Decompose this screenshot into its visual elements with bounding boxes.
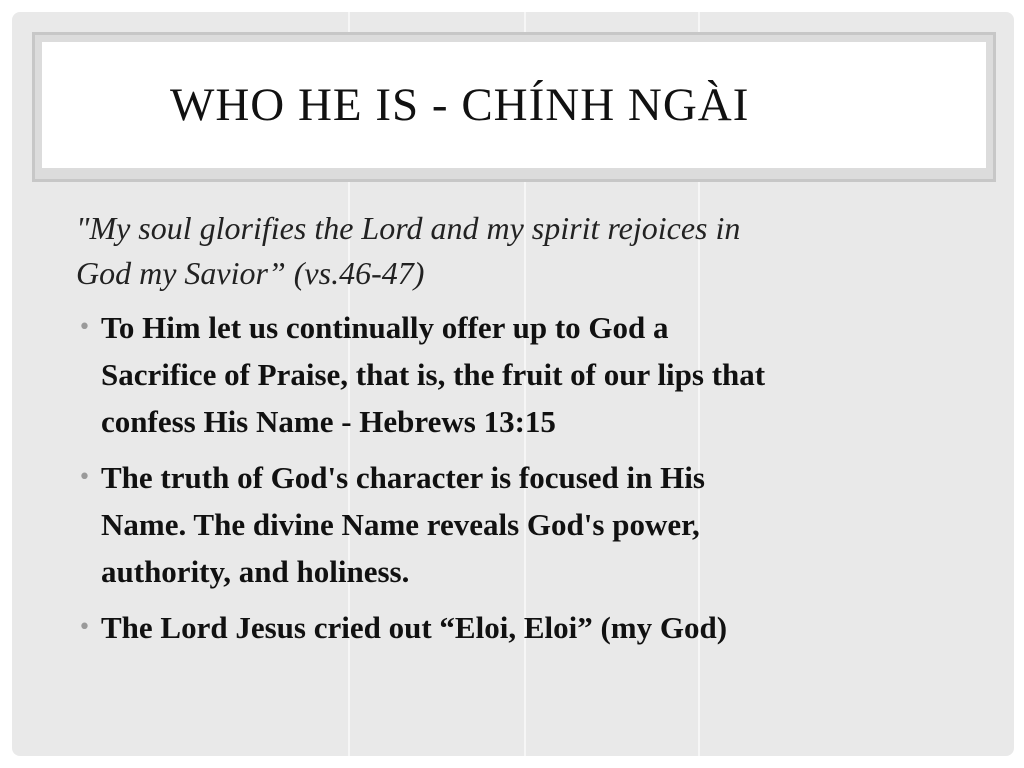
bullet-line: To Him let us continually offer up to God a — [101, 310, 669, 345]
bullet-icon: • — [78, 615, 91, 640]
bullet-item — [76, 454, 976, 595]
bullet-line: confess His Name - Hebrews 13:15 — [101, 404, 556, 439]
quote-line: God my Savior” (vs.46-47) — [76, 255, 425, 291]
bullet-item — [76, 304, 976, 445]
bullet-line: Name. The divine Name reveals God's power, — [101, 507, 700, 542]
slide-body — [76, 206, 976, 660]
bullet-line: authority, and holiness. — [101, 554, 410, 589]
bullet-icon: • — [78, 465, 91, 490]
title-frame — [32, 32, 996, 182]
bullet-icon: • — [78, 315, 91, 340]
title-box — [42, 42, 986, 168]
bullet-line: The truth of God's character is focused in His — [101, 460, 705, 495]
bullet-line: The Lord Jesus cried out “Eloi, Eloi” (my God) — [101, 610, 728, 645]
slide-title: WHO HE IS - CHÍNH NGÀI — [170, 78, 750, 131]
scripture-quote — [76, 206, 976, 296]
bullet-line: Sacrifice of Praise, that is, the fruit of our lips that — [101, 357, 766, 392]
quote-line: "My soul glorifies the Lord and my spirit rejoices in — [76, 210, 741, 246]
slide — [12, 12, 1014, 756]
bullet-item — [76, 604, 976, 651]
